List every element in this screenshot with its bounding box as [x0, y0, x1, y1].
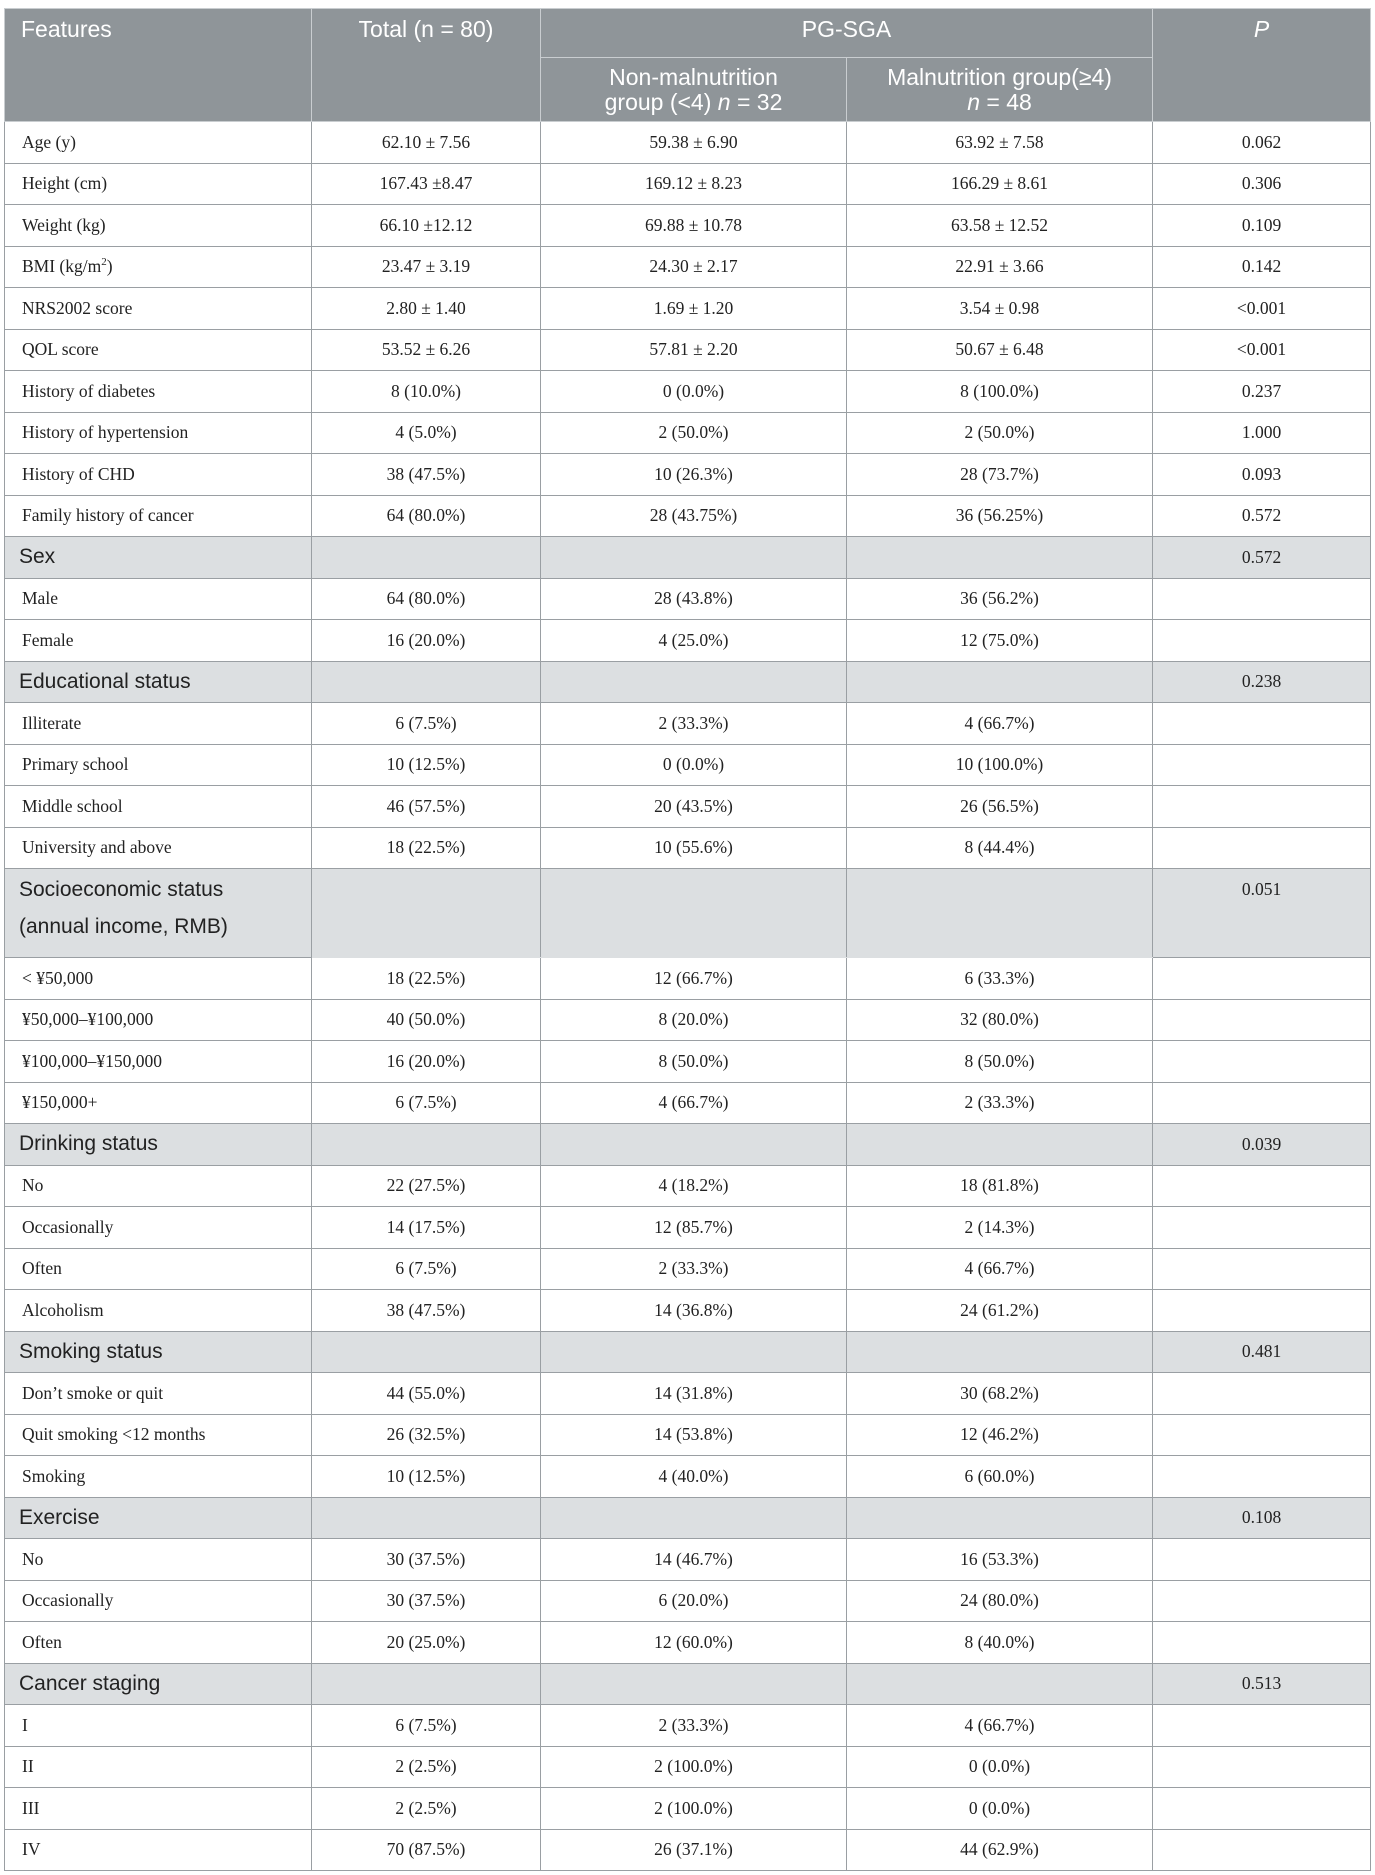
cell-non-malnutrition: 14 (36.8%) [541, 1290, 847, 1332]
table-row [5, 578, 1371, 620]
section-header-row [5, 1663, 1371, 1705]
cell-total: 6 (7.5%) [312, 703, 541, 745]
cell-non-malnutrition: 12 (66.7%) [541, 958, 847, 1000]
row-label: ¥100,000–¥150,000 [5, 1041, 312, 1083]
cell-malnutrition: 12 (46.2%) [847, 1414, 1153, 1456]
cell-non-malnutrition: 14 (31.8%) [541, 1373, 847, 1415]
cell-total: 6 (7.5%) [312, 1705, 541, 1747]
cell-non-malnutrition: 1.69 ± 1.20 [541, 288, 847, 330]
cell-total: 26 (32.5%) [312, 1414, 541, 1456]
section-title-line2: (annual income, RMB) [19, 915, 228, 938]
cell-non-malnutrition: 26 (37.1%) [541, 1829, 847, 1871]
cell-total: 16 (20.0%) [312, 620, 541, 662]
row-label: Primary school [5, 744, 312, 786]
cell-malnutrition: 28 (73.7%) [847, 454, 1153, 496]
cell-malnutrition: 10 (100.0%) [847, 744, 1153, 786]
cell-malnutrition: 36 (56.25%) [847, 495, 1153, 537]
cell-malnutrition: 44 (62.9%) [847, 1829, 1153, 1871]
row-label: University and above [5, 827, 312, 869]
section-blank [312, 1124, 541, 1166]
cell-total: 64 (80.0%) [312, 578, 541, 620]
header-non-malnutrition [541, 58, 847, 122]
cell-total: 2 (2.5%) [312, 1746, 541, 1788]
cell-total: 64 (80.0%) [312, 495, 541, 537]
section-blank [847, 1124, 1153, 1166]
cell-non-malnutrition: 2 (50.0%) [541, 412, 847, 454]
section-blank [847, 1497, 1153, 1539]
section-title: Drinking status [5, 1124, 312, 1166]
cell-p-value: 1.000 [1153, 412, 1371, 454]
table-row [5, 827, 1371, 869]
cell-total: 2.80 ± 1.40 [312, 288, 541, 330]
cell-non-malnutrition: 28 (43.75%) [541, 495, 847, 537]
cell-total: 10 (12.5%) [312, 744, 541, 786]
cell-malnutrition: 166.29 ± 8.61 [847, 163, 1153, 205]
header-non-mal-line2: group (<4) [604, 88, 718, 115]
section-blank [312, 869, 541, 958]
section-header-row [5, 537, 1371, 579]
section-p-value: 0.238 [1153, 661, 1371, 703]
section-blank [541, 869, 847, 958]
section-header-row [5, 1497, 1371, 1539]
cell-non-malnutrition: 2 (100.0%) [541, 1788, 847, 1830]
cell-total: 40 (50.0%) [312, 999, 541, 1041]
row-label: NRS2002 score [5, 288, 312, 330]
cell-malnutrition: 4 (66.7%) [847, 703, 1153, 745]
cell-p-empty [1153, 1456, 1371, 1498]
row-label: History of hypertension [5, 412, 312, 454]
cell-total: 6 (7.5%) [312, 1248, 541, 1290]
row-label: Alcoholism [5, 1290, 312, 1332]
cell-non-malnutrition: 4 (25.0%) [541, 620, 847, 662]
table-row [5, 288, 1371, 330]
table-row [5, 1746, 1371, 1788]
cell-total: 16 (20.0%) [312, 1041, 541, 1083]
cell-malnutrition: 8 (100.0%) [847, 371, 1153, 413]
section-header-row [5, 1124, 1371, 1166]
cell-total: 4 (5.0%) [312, 412, 541, 454]
cell-non-malnutrition: 57.81 ± 2.20 [541, 329, 847, 371]
cell-total: 66.10 ±12.12 [312, 205, 541, 247]
bmi-label-sup: 2 [101, 256, 107, 269]
row-label: III [5, 1788, 312, 1830]
table-row [5, 454, 1371, 496]
cell-p-empty [1153, 703, 1371, 745]
table-row [5, 1165, 1371, 1207]
section-blank [541, 1497, 847, 1539]
table-row [5, 1705, 1371, 1747]
cell-malnutrition: 2 (14.3%) [847, 1207, 1153, 1249]
cell-malnutrition: 8 (44.4%) [847, 827, 1153, 869]
table-row [5, 122, 1371, 164]
table-row [5, 1041, 1371, 1083]
cell-non-malnutrition: 8 (50.0%) [541, 1041, 847, 1083]
row-label: Occasionally [5, 1207, 312, 1249]
row-label: < ¥50,000 [5, 958, 312, 1000]
cell-p-value: <0.001 [1153, 329, 1371, 371]
section-p-value: 0.051 [1153, 869, 1371, 958]
table-row [5, 246, 1371, 288]
cell-malnutrition: 32 (80.0%) [847, 999, 1153, 1041]
table-row [5, 329, 1371, 371]
section-blank [541, 661, 847, 703]
cell-non-malnutrition: 169.12 ± 8.23 [541, 163, 847, 205]
row-label: I [5, 1705, 312, 1747]
cell-p-value: 0.306 [1153, 163, 1371, 205]
cell-malnutrition: 4 (66.7%) [847, 1248, 1153, 1290]
cell-p-value: 0.109 [1153, 205, 1371, 247]
table-row [5, 744, 1371, 786]
cell-p-value: 0.572 [1153, 495, 1371, 537]
row-label: Often [5, 1248, 312, 1290]
cell-non-malnutrition: 24.30 ± 2.17 [541, 246, 847, 288]
header-non-mal-n: n [717, 88, 731, 115]
table-row [5, 1373, 1371, 1415]
cell-p-empty [1153, 1207, 1371, 1249]
cell-malnutrition: 30 (68.2%) [847, 1373, 1153, 1415]
cell-non-malnutrition: 69.88 ± 10.78 [541, 205, 847, 247]
cell-malnutrition: 24 (61.2%) [847, 1290, 1153, 1332]
row-label: Age (y) [5, 122, 312, 164]
cell-non-malnutrition: 12 (60.0%) [541, 1622, 847, 1664]
table-row [5, 371, 1371, 413]
table-row [5, 1788, 1371, 1830]
cell-p-empty [1153, 1414, 1371, 1456]
table-row [5, 1082, 1371, 1124]
table-row [5, 703, 1371, 745]
cell-total: 18 (22.5%) [312, 958, 541, 1000]
table-body [5, 122, 1371, 1871]
row-label: Middle school [5, 786, 312, 828]
section-title-line1: Socioeconomic status [19, 878, 224, 901]
cell-p-empty [1153, 1165, 1371, 1207]
table-row [5, 1622, 1371, 1664]
cell-p-value: 0.142 [1153, 246, 1371, 288]
cell-total: 30 (37.5%) [312, 1539, 541, 1581]
section-blank [847, 1663, 1153, 1705]
row-label: QOL score [5, 329, 312, 371]
row-label: IV [5, 1829, 312, 1871]
cell-p-empty [1153, 578, 1371, 620]
cell-malnutrition: 8 (50.0%) [847, 1041, 1153, 1083]
cell-p-empty [1153, 1788, 1371, 1830]
header-p: P [1153, 9, 1371, 122]
cell-total: 23.47 ± 3.19 [312, 246, 541, 288]
section-p-value: 0.039 [1153, 1124, 1371, 1166]
header-pgsga: PG-SGA [541, 9, 1153, 58]
table-row [5, 163, 1371, 205]
header-mal-line1: Malnutrition group(≥4) [887, 64, 1112, 91]
table-row [5, 412, 1371, 454]
cell-total: 38 (47.5%) [312, 1290, 541, 1332]
cell-malnutrition: 22.91 ± 3.66 [847, 246, 1153, 288]
section-p-value: 0.108 [1153, 1497, 1371, 1539]
cell-p-empty [1153, 786, 1371, 828]
cell-malnutrition: 63.58 ± 12.52 [847, 205, 1153, 247]
cell-p-empty [1153, 1290, 1371, 1332]
cell-malnutrition: 36 (56.2%) [847, 578, 1153, 620]
section-header-row [5, 661, 1371, 703]
cell-malnutrition: 3.54 ± 0.98 [847, 288, 1153, 330]
cell-p-empty [1153, 744, 1371, 786]
cell-malnutrition: 12 (75.0%) [847, 620, 1153, 662]
section-blank [312, 1331, 541, 1373]
row-label: Occasionally [5, 1580, 312, 1622]
cell-p-empty [1153, 1580, 1371, 1622]
section-blank [312, 1497, 541, 1539]
cell-non-malnutrition: 0 (0.0%) [541, 371, 847, 413]
cell-non-malnutrition: 12 (85.7%) [541, 1207, 847, 1249]
row-label: Often [5, 1622, 312, 1664]
characteristics-table [4, 8, 1371, 1871]
cell-p-value: 0.062 [1153, 122, 1371, 164]
bmi-label-pre: BMI (kg/m [22, 256, 102, 277]
cell-p-empty [1153, 1373, 1371, 1415]
cell-malnutrition: 0 (0.0%) [847, 1788, 1153, 1830]
table-row [5, 999, 1371, 1041]
cell-non-malnutrition: 14 (53.8%) [541, 1414, 847, 1456]
cell-total: 30 (37.5%) [312, 1580, 541, 1622]
table-row [5, 1248, 1371, 1290]
cell-malnutrition: 18 (81.8%) [847, 1165, 1153, 1207]
cell-malnutrition: 4 (66.7%) [847, 1705, 1153, 1747]
section-blank [312, 661, 541, 703]
row-label-bmi [5, 246, 312, 288]
section-blank [541, 1124, 847, 1166]
cell-non-malnutrition: 2 (100.0%) [541, 1746, 847, 1788]
row-label: ¥150,000+ [5, 1082, 312, 1124]
header-non-mal-line1: Non-malnutrition [609, 64, 778, 91]
row-label: History of CHD [5, 454, 312, 496]
bmi-label-post: ) [106, 256, 113, 277]
table-row [5, 1539, 1371, 1581]
row-label: History of diabetes [5, 371, 312, 413]
section-p-value: 0.513 [1153, 1663, 1371, 1705]
cell-total: 46 (57.5%) [312, 786, 541, 828]
cell-p-empty [1153, 1746, 1371, 1788]
cell-non-malnutrition: 10 (26.3%) [541, 454, 847, 496]
cell-p-empty [1153, 999, 1371, 1041]
table-row [5, 1456, 1371, 1498]
table-row [5, 1207, 1371, 1249]
cell-total: 38 (47.5%) [312, 454, 541, 496]
row-label: Quit smoking <12 months [5, 1414, 312, 1456]
cell-total: 2 (2.5%) [312, 1788, 541, 1830]
cell-malnutrition: 8 (40.0%) [847, 1622, 1153, 1664]
cell-p-empty [1153, 1082, 1371, 1124]
row-label: Family history of cancer [5, 495, 312, 537]
section-blank [847, 661, 1153, 703]
section-title: Educational status [5, 661, 312, 703]
cell-total: 8 (10.0%) [312, 371, 541, 413]
section-title: Cancer staging [5, 1663, 312, 1705]
cell-p-empty [1153, 1539, 1371, 1581]
table-row [5, 1290, 1371, 1332]
section-blank [847, 1331, 1153, 1373]
header-non-mal-count: = 32 [730, 88, 783, 115]
cell-total: 18 (22.5%) [312, 827, 541, 869]
table-header [5, 9, 1371, 122]
header-malnutrition [847, 58, 1153, 122]
row-label: Weight (kg) [5, 205, 312, 247]
cell-non-malnutrition: 2 (33.3%) [541, 1248, 847, 1290]
row-label: Don’t smoke or quit [5, 1373, 312, 1415]
cell-malnutrition: 2 (50.0%) [847, 412, 1153, 454]
table-row [5, 620, 1371, 662]
table-row [5, 495, 1371, 537]
row-label: Male [5, 578, 312, 620]
section-header-row [5, 1331, 1371, 1373]
cell-non-malnutrition: 8 (20.0%) [541, 999, 847, 1041]
cell-total: 70 (87.5%) [312, 1829, 541, 1871]
section-blank [847, 537, 1153, 579]
table-row [5, 205, 1371, 247]
row-label: Female [5, 620, 312, 662]
cell-non-malnutrition: 28 (43.8%) [541, 578, 847, 620]
cell-p-empty [1153, 1622, 1371, 1664]
cell-non-malnutrition: 2 (33.3%) [541, 1705, 847, 1747]
section-blank [541, 1331, 847, 1373]
section-p-value: 0.481 [1153, 1331, 1371, 1373]
table-row [5, 1829, 1371, 1871]
cell-p-value: 0.237 [1153, 371, 1371, 413]
cell-malnutrition: 63.92 ± 7.58 [847, 122, 1153, 164]
row-label: Height (cm) [5, 163, 312, 205]
cell-total: 14 (17.5%) [312, 1207, 541, 1249]
cell-non-malnutrition: 4 (40.0%) [541, 1456, 847, 1498]
cell-non-malnutrition: 4 (66.7%) [541, 1082, 847, 1124]
section-title: Sex [5, 537, 312, 579]
cell-total: 20 (25.0%) [312, 1622, 541, 1664]
cell-malnutrition: 16 (53.3%) [847, 1539, 1153, 1581]
cell-p-empty [1153, 1829, 1371, 1871]
cell-non-malnutrition: 4 (18.2%) [541, 1165, 847, 1207]
section-title [5, 869, 312, 958]
row-label: No [5, 1539, 312, 1581]
cell-non-malnutrition: 14 (46.7%) [541, 1539, 847, 1581]
table-row [5, 1414, 1371, 1456]
cell-total: 53.52 ± 6.26 [312, 329, 541, 371]
section-blank [847, 869, 1153, 958]
section-p-value: 0.572 [1153, 537, 1371, 579]
row-label: Illiterate [5, 703, 312, 745]
section-title: Exercise [5, 1497, 312, 1539]
cell-malnutrition: 50.67 ± 6.48 [847, 329, 1153, 371]
cell-total: 44 (55.0%) [312, 1373, 541, 1415]
cell-total: 62.10 ± 7.56 [312, 122, 541, 164]
section-header-row [5, 869, 1371, 958]
cell-p-empty [1153, 1705, 1371, 1747]
section-blank [312, 1663, 541, 1705]
cell-malnutrition: 24 (80.0%) [847, 1580, 1153, 1622]
cell-p-value: 0.093 [1153, 454, 1371, 496]
cell-malnutrition: 2 (33.3%) [847, 1082, 1153, 1124]
row-label: Smoking [5, 1456, 312, 1498]
table-row [5, 958, 1371, 1000]
cell-malnutrition: 6 (33.3%) [847, 958, 1153, 1000]
section-blank [541, 537, 847, 579]
header-features: Features [5, 9, 312, 122]
header-mal-n: n [967, 88, 980, 115]
cell-malnutrition: 26 (56.5%) [847, 786, 1153, 828]
table-row [5, 786, 1371, 828]
cell-total: 22 (27.5%) [312, 1165, 541, 1207]
cell-non-malnutrition: 10 (55.6%) [541, 827, 847, 869]
cell-p-value: <0.001 [1153, 288, 1371, 330]
cell-p-empty [1153, 958, 1371, 1000]
row-label: No [5, 1165, 312, 1207]
cell-non-malnutrition: 20 (43.5%) [541, 786, 847, 828]
cell-non-malnutrition: 59.38 ± 6.90 [541, 122, 847, 164]
cell-p-empty [1153, 827, 1371, 869]
cell-non-malnutrition: 0 (0.0%) [541, 744, 847, 786]
header-mal-count: = 48 [980, 88, 1032, 115]
cell-total: 10 (12.5%) [312, 1456, 541, 1498]
row-label: II [5, 1746, 312, 1788]
cell-total: 167.43 ±8.47 [312, 163, 541, 205]
header-total: Total (n = 80) [312, 9, 541, 122]
cell-non-malnutrition: 2 (33.3%) [541, 703, 847, 745]
cell-p-empty [1153, 1248, 1371, 1290]
cell-malnutrition: 0 (0.0%) [847, 1746, 1153, 1788]
cell-total: 6 (7.5%) [312, 1082, 541, 1124]
section-blank [312, 537, 541, 579]
section-title: Smoking status [5, 1331, 312, 1373]
cell-non-malnutrition: 6 (20.0%) [541, 1580, 847, 1622]
cell-malnutrition: 6 (60.0%) [847, 1456, 1153, 1498]
cell-p-empty [1153, 1041, 1371, 1083]
section-blank [541, 1663, 847, 1705]
table-row [5, 1580, 1371, 1622]
cell-p-empty [1153, 620, 1371, 662]
row-label: ¥50,000–¥100,000 [5, 999, 312, 1041]
